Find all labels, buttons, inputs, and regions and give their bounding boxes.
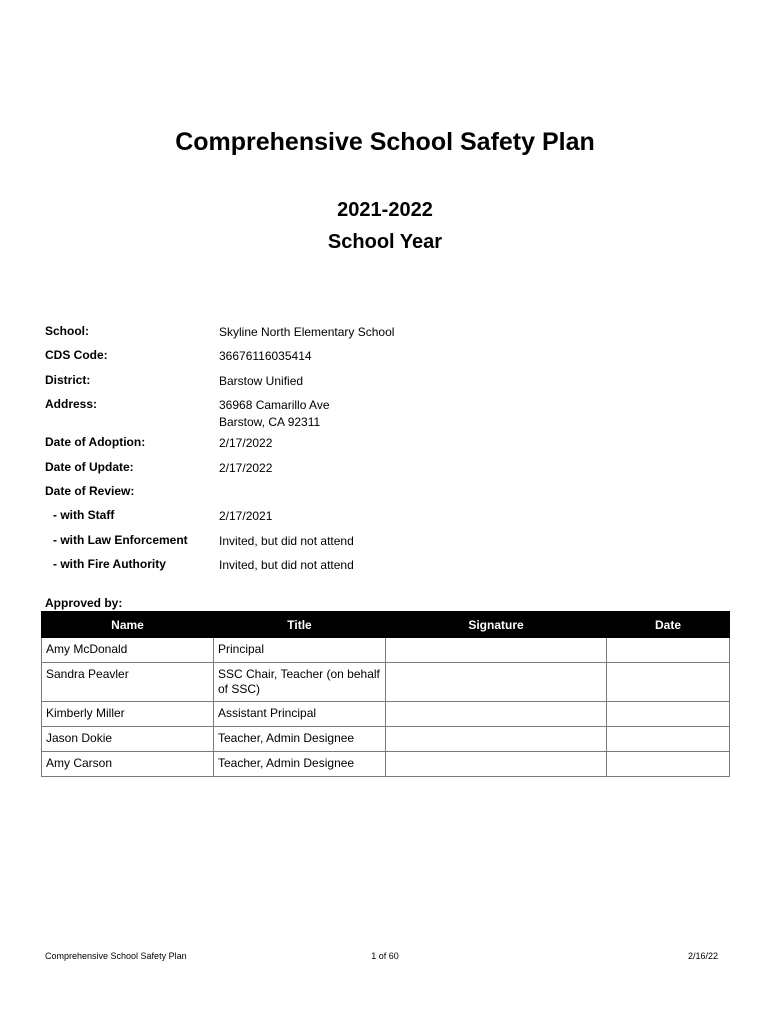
- approver-name: Jason Dokie: [42, 727, 214, 752]
- approver-date: [607, 663, 730, 702]
- approver-date: [607, 727, 730, 752]
- review-fire-label: - with Fire Authority: [53, 557, 166, 572]
- approval-table: [41, 611, 730, 777]
- approver-title: Principal: [214, 638, 386, 663]
- table-row: [42, 638, 730, 663]
- school-value: Skyline North Elementary School: [219, 325, 395, 339]
- approver-title: Teacher, Admin Designee: [214, 752, 386, 777]
- approver-name: Kimberly Miller: [42, 702, 214, 727]
- review-fire-value: Invited, but did not attend: [219, 558, 354, 573]
- approver-signature: [386, 663, 607, 702]
- update-date-value: 2/17/2022: [219, 460, 273, 475]
- table-row: [42, 752, 730, 777]
- column-header-title: Title: [214, 612, 386, 638]
- district-label: District:: [45, 372, 91, 387]
- district-value: Barstow Unified: [219, 373, 304, 388]
- school-year-label: School Year: [327, 231, 443, 253]
- approver-signature: [386, 638, 607, 663]
- approver-signature: [386, 727, 607, 752]
- approver-date: [607, 702, 730, 727]
- approver-signature: [386, 702, 607, 727]
- table-row: [42, 702, 730, 727]
- approver-name: Amy McDonald: [42, 638, 214, 663]
- approved-by-heading: Approved by:: [45, 596, 123, 610]
- table-row: [42, 727, 730, 752]
- review-date-label: Date of Review:: [45, 483, 135, 498]
- update-date-label: Date of Update:: [45, 459, 134, 474]
- document-title: Comprehensive School Safety Plan: [175, 128, 595, 156]
- footer-page-number: 1 of 60: [371, 951, 399, 961]
- footer-date: 2/16/22: [687, 951, 718, 961]
- column-header-date: Date: [607, 612, 730, 638]
- cds-code-value: 36676116035414: [219, 349, 312, 364]
- column-header-signature: Signature: [386, 612, 607, 638]
- review-staff-label: - with Staff: [53, 508, 115, 523]
- review-law-value: Invited, but did not attend: [219, 533, 354, 548]
- column-header-name: Name: [42, 612, 214, 638]
- approver-title: SSC Chair, Teacher (on behalf of SSC): [214, 663, 386, 702]
- school-year-range: 2021-2022: [337, 199, 433, 221]
- adoption-date-value: 2/17/2022: [219, 436, 273, 451]
- school-label: School:: [45, 324, 89, 338]
- approval-header-row: [42, 612, 730, 638]
- approver-title: Assistant Principal: [214, 702, 386, 727]
- address-value: 36968 Camarillo Ave Barstow, CA 92311: [219, 398, 330, 430]
- approver-signature: [386, 752, 607, 777]
- approver-date: [607, 752, 730, 777]
- approver-date: [607, 638, 730, 663]
- approver-title: Teacher, Admin Designee: [214, 727, 386, 752]
- footer-document-name: Comprehensive School Safety Plan: [45, 951, 187, 961]
- address-label: Address:: [45, 397, 98, 412]
- cds-code-label: CDS Code:: [45, 348, 108, 363]
- approver-name: Sandra Peavler: [42, 663, 214, 702]
- adoption-date-label: Date of Adoption:: [45, 435, 146, 450]
- table-row: [42, 663, 730, 702]
- review-law-label: - with Law Enforcement: [53, 532, 188, 547]
- review-staff-value: 2/17/2021: [219, 509, 273, 524]
- approver-name: Amy Carson: [42, 752, 214, 777]
